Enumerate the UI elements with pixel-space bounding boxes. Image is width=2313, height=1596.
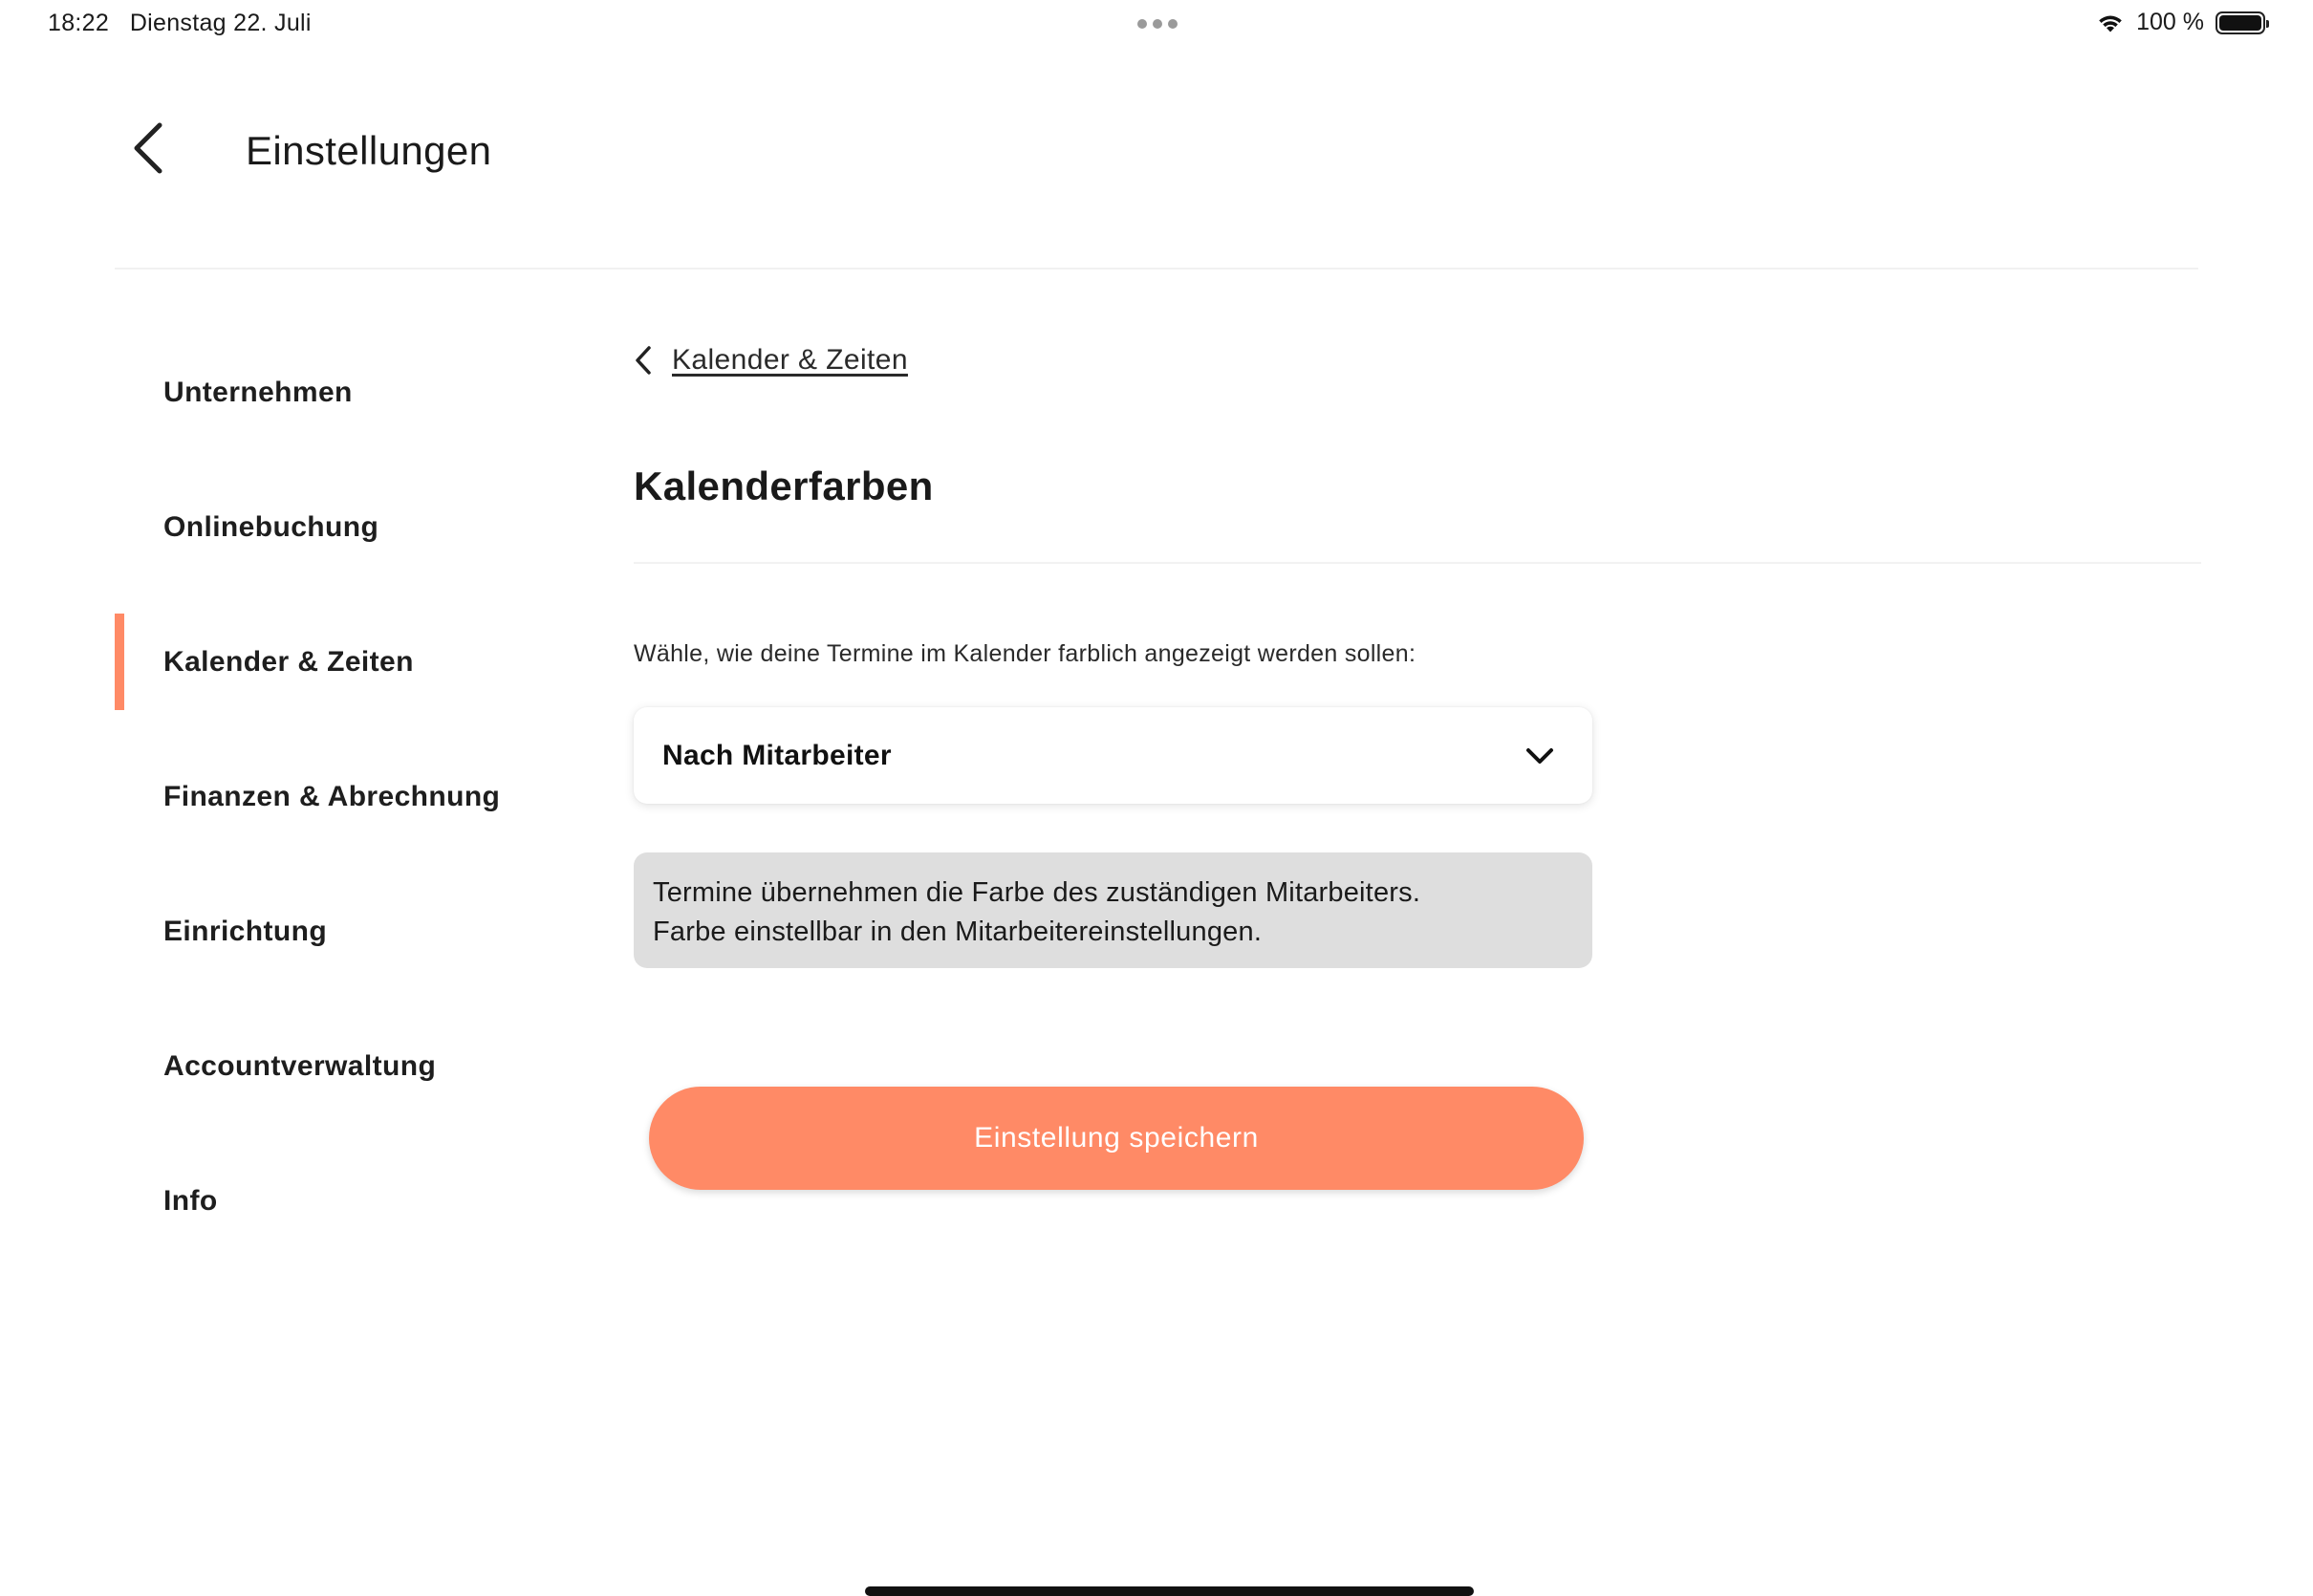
status-time-date [48,10,312,37]
home-indicator[interactable] [865,1586,1474,1596]
breadcrumb[interactable] [634,344,908,377]
sidebar-item-label: Finanzen & Abrechnung [163,780,501,812]
sidebar-item-label: Onlinebuchung [163,510,379,543]
section-title: Kalenderfarben [634,464,934,508]
page-title: Einstellungen [246,128,492,173]
multitasking-dots-icon[interactable] [1137,19,1178,29]
sidebar-item-label: Einrichtung [163,915,328,947]
sidebar-item-finanzen-abrechnung[interactable] [115,729,612,864]
sidebar-item-kalender-zeiten[interactable] [115,594,612,729]
status-right [2096,9,2265,36]
sidebar-item-label: Kalender & Zeiten [163,645,414,678]
select-value: Nach Mitarbeiter [662,739,892,771]
back-button[interactable] [119,115,177,182]
sidebar-item-unternehmen[interactable] [115,325,612,460]
breadcrumb-link[interactable]: Kalender & Zeiten [672,344,908,376]
status-bar [0,0,2313,48]
header [0,115,2313,229]
info-line: Termine übernehmen die Farbe des zuständigen Mitarbeiters. [653,877,1421,908]
battery-icon [2216,11,2265,34]
sidebar-item-label: Unternehmen [163,376,353,408]
sidebar-item-einrichtung[interactable] [115,864,612,999]
status-date: Dienstag 22. Juli [129,10,312,36]
info-box [634,852,1592,968]
section-divider [634,562,2201,564]
header-divider [115,268,2198,270]
status-time: 18:22 [48,10,110,36]
chevron-down-icon [1525,746,1554,766]
sidebar-item-label: Accountverwaltung [163,1049,437,1082]
info-line: Farbe einstellbar in den Mitarbeitereinstellungen. [653,917,1263,947]
sidebar [115,325,612,1268]
chevron-left-icon [131,121,165,175]
save-button[interactable]: Einstellung speichern [649,1087,1584,1190]
wifi-icon [2096,12,2125,33]
sidebar-item-label: Info [163,1184,218,1217]
chevron-left-icon [634,345,653,376]
sidebar-item-onlinebuchung[interactable] [115,460,612,594]
sidebar-item-info[interactable] [115,1133,612,1268]
description-text: Wähle, wie deine Termine im Kalender farblich angezeigt werden sollen: [634,640,1416,667]
sidebar-item-accountverwaltung[interactable] [115,999,612,1133]
battery-percent: 100 % [2136,9,2204,35]
calendar-color-select[interactable] [634,707,1592,804]
